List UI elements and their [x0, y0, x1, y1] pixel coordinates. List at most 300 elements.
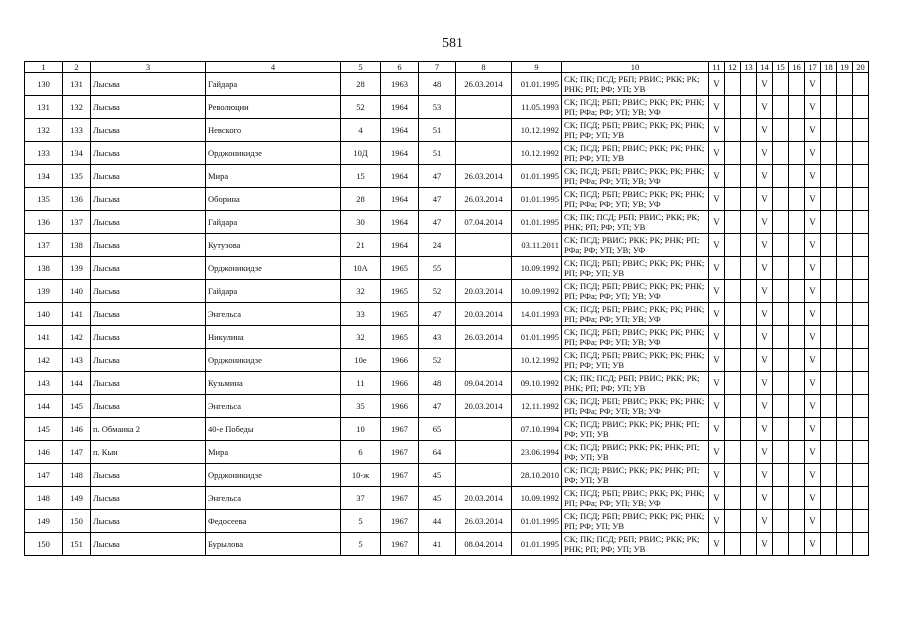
cell-col-14: V [757, 303, 773, 326]
cell-col-14: V [757, 533, 773, 556]
column-header-19: 19 [837, 62, 853, 73]
cell-col-4: Бурылова [206, 533, 341, 556]
cell-col-5: 10е [341, 349, 381, 372]
cell-col-5: 33 [341, 303, 381, 326]
table-row [25, 464, 869, 487]
cell-col-7: 43 [419, 326, 456, 349]
cell-col-6: 1965 [381, 326, 419, 349]
cell-col-14: V [757, 372, 773, 395]
cell-col-8 [456, 142, 512, 165]
cell-col-16 [789, 142, 805, 165]
column-header-7: 7 [419, 62, 456, 73]
cell-col-11: V [709, 96, 725, 119]
cell-col-10: СК; ПСД; РВИС; РКК; РК; РНК; РП; РФ; УП; УВ [562, 418, 709, 441]
cell-col-17: V [805, 280, 821, 303]
cell-col-14: V [757, 395, 773, 418]
cell-col-20 [853, 96, 869, 119]
cell-col-17: V [805, 211, 821, 234]
cell-col-13 [741, 441, 757, 464]
cell-col-12 [725, 487, 741, 510]
column-header-5: 5 [341, 62, 381, 73]
cell-col-8: 26.03.2014 [456, 165, 512, 188]
cell-col-13 [741, 372, 757, 395]
cell-col-12 [725, 326, 741, 349]
cell-col-5: 35 [341, 395, 381, 418]
cell-col-7: 48 [419, 73, 456, 96]
cell-col-6: 1966 [381, 395, 419, 418]
cell-col-8 [456, 234, 512, 257]
cell-col-1: 148 [25, 487, 63, 510]
column-header-10: 10 [562, 62, 709, 73]
cell-col-20 [853, 211, 869, 234]
cell-col-20 [853, 303, 869, 326]
cell-col-9: 28.10.2010 [512, 464, 562, 487]
table-row [25, 257, 869, 280]
cell-col-13 [741, 326, 757, 349]
cell-col-5: 52 [341, 96, 381, 119]
cell-col-10: СК; ПСД; РБП; РВИС; РКК; РК; РНК; РП; РФа; РФ; УП; УВ; УФ [562, 188, 709, 211]
cell-col-12 [725, 165, 741, 188]
cell-col-9: 10.09.1992 [512, 487, 562, 510]
cell-col-13 [741, 165, 757, 188]
cell-col-19 [837, 211, 853, 234]
housing-table [24, 61, 869, 556]
table-row [25, 349, 869, 372]
cell-col-11: V [709, 487, 725, 510]
cell-col-14: V [757, 165, 773, 188]
cell-col-10: СК; ПСД; РБП; РВИС; РКК; РК; РНК; РП; РФа; РФ; УП; УВ; УФ [562, 280, 709, 303]
cell-col-9: 07.10.1994 [512, 418, 562, 441]
cell-col-13 [741, 533, 757, 556]
cell-col-20 [853, 372, 869, 395]
cell-col-13 [741, 303, 757, 326]
cell-col-14: V [757, 142, 773, 165]
cell-col-14: V [757, 96, 773, 119]
cell-col-4: Федосеева [206, 510, 341, 533]
cell-col-6: 1965 [381, 303, 419, 326]
cell-col-11: V [709, 464, 725, 487]
cell-col-6: 1967 [381, 533, 419, 556]
cell-col-14: V [757, 349, 773, 372]
cell-col-6: 1963 [381, 73, 419, 96]
cell-col-9: 11.05.1993 [512, 96, 562, 119]
cell-col-18 [821, 487, 837, 510]
cell-col-5: 10А [341, 257, 381, 280]
cell-col-2: 145 [63, 395, 91, 418]
cell-col-8 [456, 464, 512, 487]
cell-col-19 [837, 441, 853, 464]
cell-col-17: V [805, 257, 821, 280]
cell-col-6: 1965 [381, 280, 419, 303]
cell-col-8 [456, 96, 512, 119]
cell-col-3: Лысьва [91, 533, 206, 556]
cell-col-12 [725, 510, 741, 533]
cell-col-2: 136 [63, 188, 91, 211]
cell-col-5: 32 [341, 280, 381, 303]
column-header-14: 14 [757, 62, 773, 73]
cell-col-19 [837, 510, 853, 533]
cell-col-9: 01.01.1995 [512, 533, 562, 556]
cell-col-1: 141 [25, 326, 63, 349]
cell-col-12 [725, 188, 741, 211]
cell-col-8 [456, 418, 512, 441]
cell-col-11: V [709, 142, 725, 165]
cell-col-15 [773, 257, 789, 280]
cell-col-11: V [709, 441, 725, 464]
cell-col-10: СК; ПСД; РБП; РВИС; РКК; РК; РНК; РП; РФа; РФ; УП; УВ; УФ [562, 326, 709, 349]
cell-col-9: 09.10.1992 [512, 372, 562, 395]
cell-col-12 [725, 303, 741, 326]
cell-col-10: СК; ПСД; РБП; РВИС; РКК; РК; РНК; РП; РФа; РФ; УП; УВ; УФ [562, 96, 709, 119]
cell-col-3: п. Кын [91, 441, 206, 464]
cell-col-13 [741, 464, 757, 487]
cell-col-3: Лысьва [91, 372, 206, 395]
cell-col-14: V [757, 119, 773, 142]
cell-col-13 [741, 142, 757, 165]
cell-col-18 [821, 96, 837, 119]
cell-col-1: 139 [25, 280, 63, 303]
cell-col-9: 01.01.1995 [512, 211, 562, 234]
cell-col-18 [821, 119, 837, 142]
cell-col-12 [725, 395, 741, 418]
cell-col-5: 6 [341, 441, 381, 464]
cell-col-16 [789, 418, 805, 441]
cell-col-17: V [805, 119, 821, 142]
cell-col-20 [853, 280, 869, 303]
cell-col-7: 45 [419, 464, 456, 487]
cell-col-5: 5 [341, 510, 381, 533]
cell-col-6: 1966 [381, 349, 419, 372]
table-row [25, 303, 869, 326]
cell-col-17: V [805, 372, 821, 395]
cell-col-16 [789, 188, 805, 211]
cell-col-9: 10.09.1992 [512, 257, 562, 280]
column-header-1: 1 [25, 62, 63, 73]
cell-col-11: V [709, 418, 725, 441]
cell-col-15 [773, 165, 789, 188]
cell-col-3: п. Обманка 2 [91, 418, 206, 441]
cell-col-4: Гайдара [206, 211, 341, 234]
cell-col-3: Лысьва [91, 234, 206, 257]
cell-col-13 [741, 418, 757, 441]
cell-col-17: V [805, 326, 821, 349]
cell-col-20 [853, 119, 869, 142]
cell-col-15 [773, 96, 789, 119]
cell-col-9: 01.01.1995 [512, 188, 562, 211]
cell-col-14: V [757, 418, 773, 441]
cell-col-18 [821, 533, 837, 556]
cell-col-8 [456, 349, 512, 372]
cell-col-8 [456, 119, 512, 142]
cell-col-20 [853, 487, 869, 510]
cell-col-2: 138 [63, 234, 91, 257]
cell-col-18 [821, 326, 837, 349]
cell-col-15 [773, 510, 789, 533]
header-row [25, 62, 869, 73]
column-header-8: 8 [456, 62, 512, 73]
cell-col-13 [741, 280, 757, 303]
column-header-20: 20 [853, 62, 869, 73]
column-header-16: 16 [789, 62, 805, 73]
cell-col-15 [773, 372, 789, 395]
cell-col-17: V [805, 303, 821, 326]
cell-col-19 [837, 280, 853, 303]
cell-col-8: 08.04.2014 [456, 533, 512, 556]
cell-col-10: СК; ПСД; РБП; РВИС; РКК; РК; РНК; РП; РФ; УП; УВ [562, 349, 709, 372]
cell-col-17: V [805, 73, 821, 96]
table-row [25, 441, 869, 464]
cell-col-6: 1964 [381, 142, 419, 165]
cell-col-2: 148 [63, 464, 91, 487]
cell-col-15 [773, 211, 789, 234]
cell-col-16 [789, 96, 805, 119]
cell-col-19 [837, 73, 853, 96]
cell-col-19 [837, 418, 853, 441]
cell-col-10: СК; ПСД; РБП; РВИС; РКК; РК; РНК; РП; РФ; УП; УВ [562, 257, 709, 280]
cell-col-15 [773, 142, 789, 165]
cell-col-6: 1966 [381, 372, 419, 395]
cell-col-5: 10-ж [341, 464, 381, 487]
cell-col-4: Гайдара [206, 73, 341, 96]
table-row [25, 73, 869, 96]
cell-col-7: 65 [419, 418, 456, 441]
column-header-2: 2 [63, 62, 91, 73]
cell-col-2: 144 [63, 372, 91, 395]
cell-col-9: 10.09.1992 [512, 280, 562, 303]
cell-col-6: 1964 [381, 211, 419, 234]
cell-col-2: 135 [63, 165, 91, 188]
cell-col-4: Кутузова [206, 234, 341, 257]
cell-col-4: Кузьмина [206, 372, 341, 395]
cell-col-15 [773, 280, 789, 303]
cell-col-2: 139 [63, 257, 91, 280]
table-body [25, 73, 869, 556]
cell-col-16 [789, 73, 805, 96]
cell-col-1: 142 [25, 349, 63, 372]
cell-col-12 [725, 119, 741, 142]
cell-col-16 [789, 119, 805, 142]
cell-col-16 [789, 349, 805, 372]
cell-col-4: Орджоникидзе [206, 464, 341, 487]
cell-col-7: 41 [419, 533, 456, 556]
cell-col-12 [725, 96, 741, 119]
cell-col-5: 37 [341, 487, 381, 510]
cell-col-1: 136 [25, 211, 63, 234]
cell-col-1: 138 [25, 257, 63, 280]
cell-col-18 [821, 372, 837, 395]
cell-col-1: 132 [25, 119, 63, 142]
cell-col-11: V [709, 349, 725, 372]
cell-col-16 [789, 234, 805, 257]
cell-col-18 [821, 211, 837, 234]
column-header-4: 4 [206, 62, 341, 73]
cell-col-19 [837, 303, 853, 326]
cell-col-2: 142 [63, 326, 91, 349]
cell-col-17: V [805, 441, 821, 464]
cell-col-13 [741, 234, 757, 257]
cell-col-1: 140 [25, 303, 63, 326]
cell-col-19 [837, 372, 853, 395]
page-number: 581 [442, 36, 463, 51]
cell-col-4: Энгельса [206, 487, 341, 510]
cell-col-18 [821, 418, 837, 441]
cell-col-20 [853, 464, 869, 487]
cell-col-12 [725, 73, 741, 96]
cell-col-14: V [757, 73, 773, 96]
cell-col-5: 28 [341, 73, 381, 96]
cell-col-16 [789, 395, 805, 418]
cell-col-8: 20.03.2014 [456, 303, 512, 326]
cell-col-4: Энгельса [206, 303, 341, 326]
cell-col-18 [821, 349, 837, 372]
cell-col-9: 10.12.1992 [512, 349, 562, 372]
cell-col-10: СК; ПСД; РВИС; РКК; РК; РНК; РП; РФа; РФ; УП; УВ; УФ [562, 234, 709, 257]
cell-col-1: 134 [25, 165, 63, 188]
cell-col-12 [725, 234, 741, 257]
table-row [25, 418, 869, 441]
cell-col-16 [789, 487, 805, 510]
cell-col-14: V [757, 188, 773, 211]
cell-col-4: Невского [206, 119, 341, 142]
table-row [25, 188, 869, 211]
cell-col-19 [837, 142, 853, 165]
cell-col-8: 20.03.2014 [456, 487, 512, 510]
cell-col-3: Лысьва [91, 349, 206, 372]
cell-col-9: 10.12.1992 [512, 119, 562, 142]
cell-col-2: 149 [63, 487, 91, 510]
cell-col-4: 40-е Победы [206, 418, 341, 441]
cell-col-14: V [757, 257, 773, 280]
cell-col-8: 20.03.2014 [456, 280, 512, 303]
cell-col-6: 1967 [381, 510, 419, 533]
cell-col-19 [837, 464, 853, 487]
cell-col-11: V [709, 234, 725, 257]
table-row [25, 234, 869, 257]
cell-col-18 [821, 464, 837, 487]
cell-col-15 [773, 326, 789, 349]
cell-col-18 [821, 441, 837, 464]
column-header-13: 13 [741, 62, 757, 73]
cell-col-3: Лысьва [91, 211, 206, 234]
cell-col-4: Мира [206, 441, 341, 464]
table-row [25, 119, 869, 142]
cell-col-2: 137 [63, 211, 91, 234]
cell-col-15 [773, 188, 789, 211]
cell-col-17: V [805, 165, 821, 188]
cell-col-3: Лысьва [91, 487, 206, 510]
cell-col-20 [853, 188, 869, 211]
cell-col-17: V [805, 395, 821, 418]
cell-col-2: 141 [63, 303, 91, 326]
cell-col-10: СК; ПК; ПСД; РБП; РВИС; РКК; РК; РНК; РП; РФ; УП; УВ [562, 211, 709, 234]
cell-col-15 [773, 303, 789, 326]
cell-col-3: Лысьва [91, 464, 206, 487]
cell-col-20 [853, 234, 869, 257]
cell-col-1: 150 [25, 533, 63, 556]
cell-col-3: Лысьва [91, 303, 206, 326]
cell-col-7: 47 [419, 303, 456, 326]
cell-col-14: V [757, 280, 773, 303]
cell-col-7: 45 [419, 487, 456, 510]
column-header-15: 15 [773, 62, 789, 73]
cell-col-16 [789, 303, 805, 326]
cell-col-1: 143 [25, 372, 63, 395]
table-row [25, 372, 869, 395]
cell-col-10: СК; ПК; ПСД; РБП; РВИС; РКК; РК; РНК; РП; РФ; УП; УВ [562, 73, 709, 96]
cell-col-12 [725, 464, 741, 487]
cell-col-2: 133 [63, 119, 91, 142]
cell-col-3: Лысьва [91, 510, 206, 533]
cell-col-5: 10 [341, 418, 381, 441]
cell-col-2: 151 [63, 533, 91, 556]
cell-col-16 [789, 510, 805, 533]
cell-col-4: Революции [206, 96, 341, 119]
cell-col-16 [789, 441, 805, 464]
cell-col-19 [837, 165, 853, 188]
cell-col-6: 1964 [381, 234, 419, 257]
cell-col-15 [773, 395, 789, 418]
cell-col-2: 134 [63, 142, 91, 165]
cell-col-16 [789, 326, 805, 349]
cell-col-13 [741, 119, 757, 142]
cell-col-8 [456, 441, 512, 464]
cell-col-11: V [709, 119, 725, 142]
cell-col-9: 12.11.1992 [512, 395, 562, 418]
table-row [25, 280, 869, 303]
cell-col-10: СК; ПК; ПСД; РБП; РВИС; РКК; РК; РНК; РП; РФ; УП; УВ [562, 372, 709, 395]
cell-col-8: 26.03.2014 [456, 73, 512, 96]
cell-col-1: 133 [25, 142, 63, 165]
cell-col-7: 48 [419, 372, 456, 395]
cell-col-16 [789, 372, 805, 395]
cell-col-13 [741, 211, 757, 234]
table-row [25, 211, 869, 234]
cell-col-19 [837, 395, 853, 418]
cell-col-5: 10Д [341, 142, 381, 165]
cell-col-20 [853, 533, 869, 556]
table-row [25, 96, 869, 119]
cell-col-12 [725, 211, 741, 234]
cell-col-10: СК; ПСД; РБП; РВИС; РКК; РК; РНК; РП; РФ; УП; УВ [562, 119, 709, 142]
cell-col-20 [853, 165, 869, 188]
cell-col-6: 1967 [381, 441, 419, 464]
cell-col-4: Энгельса [206, 395, 341, 418]
cell-col-6: 1964 [381, 165, 419, 188]
cell-col-7: 52 [419, 280, 456, 303]
cell-col-20 [853, 257, 869, 280]
cell-col-19 [837, 119, 853, 142]
cell-col-18 [821, 257, 837, 280]
cell-col-13 [741, 487, 757, 510]
cell-col-19 [837, 188, 853, 211]
cell-col-3: Лысьва [91, 395, 206, 418]
cell-col-11: V [709, 372, 725, 395]
cell-col-14: V [757, 326, 773, 349]
cell-col-16 [789, 165, 805, 188]
cell-col-5: 28 [341, 188, 381, 211]
cell-col-11: V [709, 188, 725, 211]
cell-col-10: СК; ПСД; РВИС; РКК; РК; РНК; РП; РФ; УП; УВ [562, 464, 709, 487]
cell-col-8: 20.03.2014 [456, 395, 512, 418]
table-row [25, 510, 869, 533]
cell-col-7: 52 [419, 349, 456, 372]
table-row [25, 533, 869, 556]
table-row [25, 326, 869, 349]
cell-col-9: 01.01.1995 [512, 73, 562, 96]
cell-col-10: СК; ПСД; РБП; РВИС; РКК; РК; РНК; РП; РФа; РФ; УП; УВ; УФ [562, 303, 709, 326]
cell-col-6: 1965 [381, 257, 419, 280]
cell-col-1: 146 [25, 441, 63, 464]
